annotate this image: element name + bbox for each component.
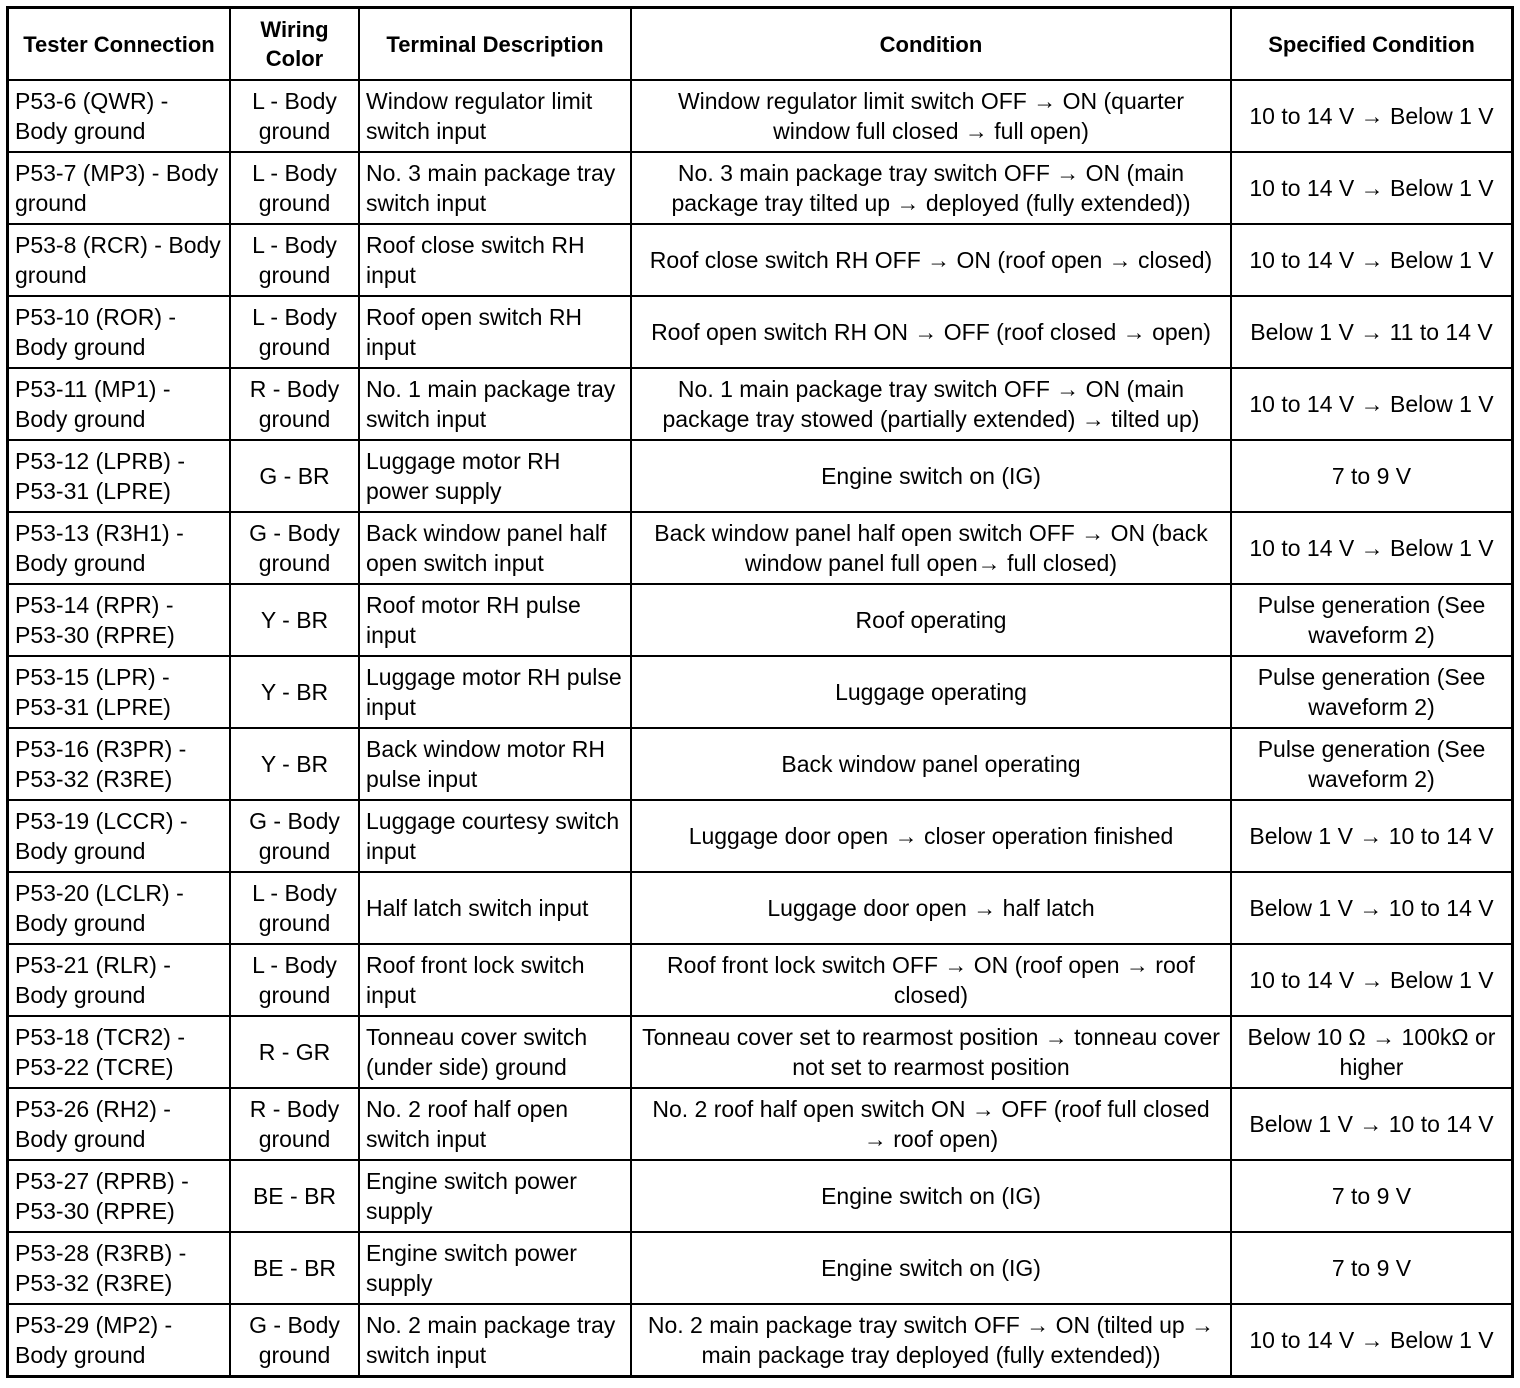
cell-terminal-description: Back window motor RH pulse input	[359, 728, 631, 800]
terminal-inspection-table-frame	[6, 6, 1514, 1378]
cell-condition: Luggage operating	[631, 656, 1231, 728]
cell-condition: Tonneau cover set to rearmost position → tonneau cover not set to rearmost position	[631, 1016, 1231, 1088]
cell-wiring-color: L - Body ground	[230, 224, 359, 296]
cell-condition: Roof front lock switch OFF → ON (roof open → roof closed)	[631, 944, 1231, 1016]
header-tester-connection: Tester Connection	[9, 9, 230, 80]
cell-specified-condition: 10 to 14 V → Below 1 V	[1231, 80, 1511, 152]
table-row	[9, 1304, 1511, 1375]
header-condition: Condition	[631, 9, 1231, 80]
table-row	[9, 944, 1511, 1016]
cell-condition: Window regulator limit switch OFF → ON (quarter window full closed → full open)	[631, 80, 1231, 152]
cell-specified-condition: 7 to 9 V	[1231, 1160, 1511, 1232]
cell-specified-condition: 10 to 14 V → Below 1 V	[1231, 224, 1511, 296]
cell-tester-connection: P53-12 (LPRB) - P53-31 (LPRE)	[9, 440, 230, 512]
table-row	[9, 656, 1511, 728]
cell-specified-condition: 7 to 9 V	[1231, 1232, 1511, 1304]
cell-tester-connection: P53-16 (R3PR) - P53-32 (R3RE)	[9, 728, 230, 800]
cell-wiring-color: Y - BR	[230, 656, 359, 728]
cell-condition: Engine switch on (IG)	[631, 440, 1231, 512]
header-row	[9, 9, 1511, 80]
cell-wiring-color: G - Body ground	[230, 1304, 359, 1375]
cell-tester-connection: P53-13 (R3H1) - Body ground	[9, 512, 230, 584]
cell-specified-condition: 10 to 14 V → Below 1 V	[1231, 512, 1511, 584]
cell-condition: Roof open switch RH ON → OFF (roof closed → open)	[631, 296, 1231, 368]
cell-tester-connection: P53-6 (QWR) - Body ground	[9, 80, 230, 152]
cell-terminal-description: Engine switch power supply	[359, 1232, 631, 1304]
cell-condition: Back window panel operating	[631, 728, 1231, 800]
cell-tester-connection: P53-10 (ROR) - Body ground	[9, 296, 230, 368]
table-row	[9, 728, 1511, 800]
cell-tester-connection: P53-7 (MP3) - Body ground	[9, 152, 230, 224]
cell-condition: No. 2 main package tray switch OFF → ON (tilted up → main package tray deployed (fully extended))	[631, 1304, 1231, 1375]
table-row	[9, 1088, 1511, 1160]
cell-specified-condition: Below 1 V → 11 to 14 V	[1231, 296, 1511, 368]
cell-tester-connection: P53-21 (RLR) - Body ground	[9, 944, 230, 1016]
table-row	[9, 1160, 1511, 1232]
cell-wiring-color: R - GR	[230, 1016, 359, 1088]
cell-condition: No. 2 roof half open switch ON → OFF (roof full closed → roof open)	[631, 1088, 1231, 1160]
cell-wiring-color: L - Body ground	[230, 944, 359, 1016]
cell-tester-connection: P53-15 (LPR) - P53-31 (LPRE)	[9, 656, 230, 728]
cell-condition: Engine switch on (IG)	[631, 1232, 1231, 1304]
cell-wiring-color: L - Body ground	[230, 872, 359, 944]
cell-specified-condition: Pulse generation (See waveform 2)	[1231, 584, 1511, 656]
cell-wiring-color: R - Body ground	[230, 1088, 359, 1160]
cell-specified-condition: 10 to 14 V → Below 1 V	[1231, 1304, 1511, 1375]
terminal-inspection-table	[9, 9, 1511, 1375]
table-row	[9, 152, 1511, 224]
table-row	[9, 440, 1511, 512]
cell-condition: No. 1 main package tray switch OFF → ON (main package tray stowed (partially extended) → tilted up)	[631, 368, 1231, 440]
cell-specified-condition: Below 10 Ω → 100kΩ or higher	[1231, 1016, 1511, 1088]
table-row	[9, 296, 1511, 368]
cell-specified-condition: 10 to 14 V → Below 1 V	[1231, 152, 1511, 224]
cell-tester-connection: P53-19 (LCCR) - Body ground	[9, 800, 230, 872]
cell-wiring-color: Y - BR	[230, 584, 359, 656]
table-row	[9, 512, 1511, 584]
cell-wiring-color: L - Body ground	[230, 296, 359, 368]
cell-condition: No. 3 main package tray switch OFF → ON (main package tray tilted up → deployed (fully extended))	[631, 152, 1231, 224]
cell-wiring-color: BE - BR	[230, 1160, 359, 1232]
cell-terminal-description: Engine switch power supply	[359, 1160, 631, 1232]
cell-tester-connection: P53-20 (LCLR) - Body ground	[9, 872, 230, 944]
cell-specified-condition: Below 1 V → 10 to 14 V	[1231, 800, 1511, 872]
table-row	[9, 368, 1511, 440]
cell-wiring-color: G - Body ground	[230, 800, 359, 872]
cell-terminal-description: No. 3 main package tray switch input	[359, 152, 631, 224]
cell-wiring-color: G - BR	[230, 440, 359, 512]
cell-terminal-description: Luggage motor RH pulse input	[359, 656, 631, 728]
table-row	[9, 80, 1511, 152]
cell-tester-connection: P53-28 (R3RB) - P53-32 (R3RE)	[9, 1232, 230, 1304]
cell-condition: Roof operating	[631, 584, 1231, 656]
cell-tester-connection: P53-26 (RH2) - Body ground	[9, 1088, 230, 1160]
cell-condition: Back window panel half open switch OFF → ON (back window panel full open→ full closed)	[631, 512, 1231, 584]
cell-tester-connection: P53-29 (MP2) - Body ground	[9, 1304, 230, 1375]
cell-tester-connection: P53-14 (RPR) - P53-30 (RPRE)	[9, 584, 230, 656]
cell-terminal-description: No. 1 main package tray switch input	[359, 368, 631, 440]
cell-wiring-color: L - Body ground	[230, 80, 359, 152]
cell-tester-connection: P53-11 (MP1) - Body ground	[9, 368, 230, 440]
cell-condition: Engine switch on (IG)	[631, 1160, 1231, 1232]
cell-specified-condition: 10 to 14 V → Below 1 V	[1231, 368, 1511, 440]
cell-specified-condition: Pulse generation (See waveform 2)	[1231, 656, 1511, 728]
header-wiring-color: Wiring Color	[230, 9, 359, 80]
cell-specified-condition: 7 to 9 V	[1231, 440, 1511, 512]
cell-terminal-description: Roof open switch RH input	[359, 296, 631, 368]
cell-terminal-description: Luggage motor RH power supply	[359, 440, 631, 512]
table-row	[9, 872, 1511, 944]
cell-tester-connection: P53-18 (TCR2) - P53-22 (TCRE)	[9, 1016, 230, 1088]
cell-specified-condition: 10 to 14 V → Below 1 V	[1231, 944, 1511, 1016]
table-row	[9, 1016, 1511, 1088]
table-row	[9, 224, 1511, 296]
cell-tester-connection: P53-27 (RPRB) - P53-30 (RPRE)	[9, 1160, 230, 1232]
cell-wiring-color: L - Body ground	[230, 152, 359, 224]
cell-terminal-description: Roof close switch RH input	[359, 224, 631, 296]
cell-terminal-description: No. 2 roof half open switch input	[359, 1088, 631, 1160]
cell-wiring-color: G - Body ground	[230, 512, 359, 584]
cell-terminal-description: Half latch switch input	[359, 872, 631, 944]
table-row	[9, 800, 1511, 872]
cell-terminal-description: No. 2 main package tray switch input	[359, 1304, 631, 1375]
table-row	[9, 584, 1511, 656]
cell-wiring-color: BE - BR	[230, 1232, 359, 1304]
cell-terminal-description: Back window panel half open switch input	[359, 512, 631, 584]
cell-terminal-description: Window regulator limit switch input	[359, 80, 631, 152]
cell-terminal-description: Roof front lock switch input	[359, 944, 631, 1016]
table-row	[9, 1232, 1511, 1304]
cell-condition: Luggage door open → closer operation finished	[631, 800, 1231, 872]
cell-terminal-description: Tonneau cover switch (under side) ground	[359, 1016, 631, 1088]
header-specified-condition: Specified Condition	[1231, 9, 1511, 80]
cell-wiring-color: Y - BR	[230, 728, 359, 800]
cell-tester-connection: P53-8 (RCR) - Body ground	[9, 224, 230, 296]
cell-terminal-description: Luggage courtesy switch input	[359, 800, 631, 872]
header-terminal-description: Terminal Description	[359, 9, 631, 80]
cell-specified-condition: Below 1 V → 10 to 14 V	[1231, 1088, 1511, 1160]
cell-wiring-color: R - Body ground	[230, 368, 359, 440]
cell-condition: Luggage door open → half latch	[631, 872, 1231, 944]
cell-specified-condition: Below 1 V → 10 to 14 V	[1231, 872, 1511, 944]
cell-condition: Roof close switch RH OFF → ON (roof open → closed)	[631, 224, 1231, 296]
cell-specified-condition: Pulse generation (See waveform 2)	[1231, 728, 1511, 800]
cell-terminal-description: Roof motor RH pulse input	[359, 584, 631, 656]
